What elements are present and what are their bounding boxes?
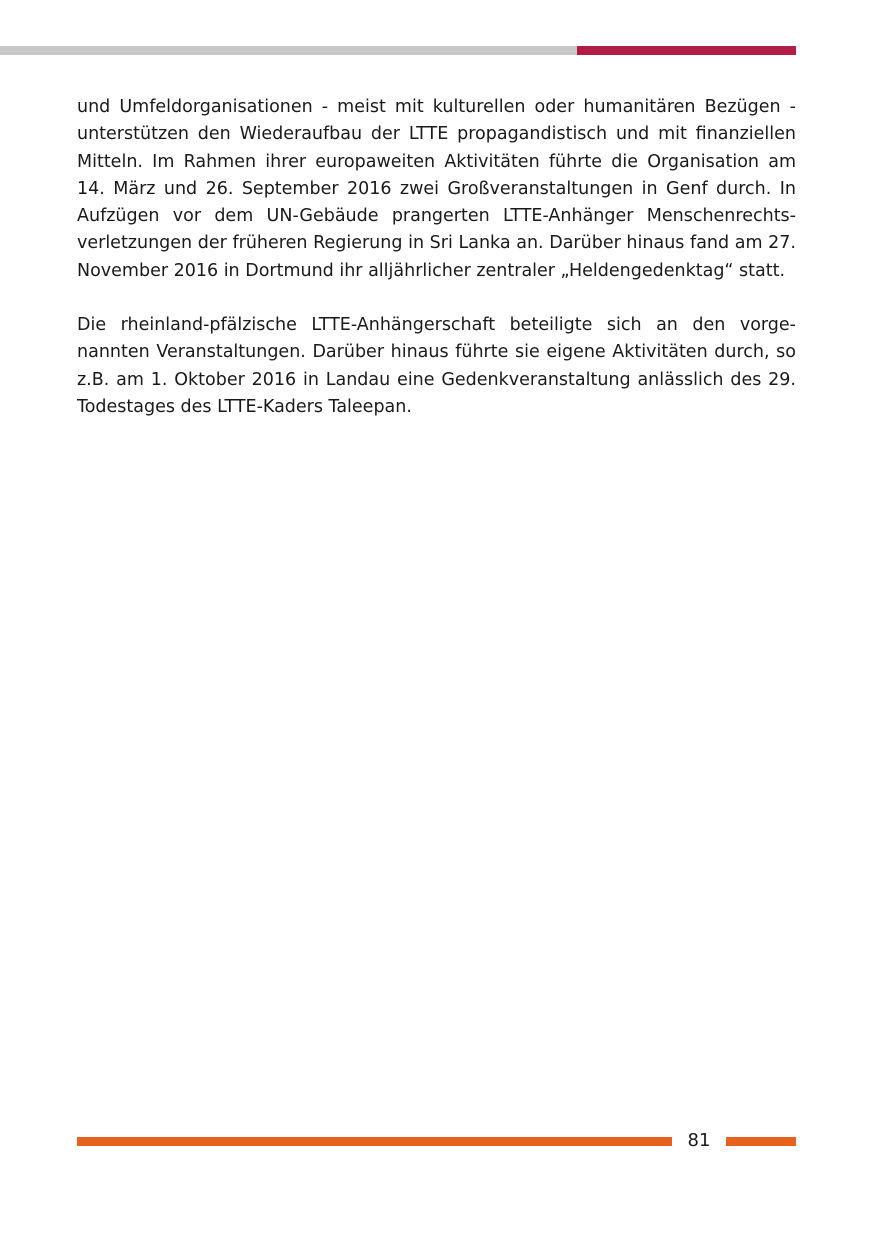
page-number: 81 [687, 1130, 711, 1151]
paragraph-1: und Umfeldorganisationen - meist mit kulturellen oder humanitären Bezügen - unterstützen den Wiederaufbau der LTTE propagandistisch und mit finanziellen Mitteln. Im Rahmen ihrer europaweiten Aktivitäten führte die Organisation am 14. März und 26. September 2016 zwei Großveranstaltungen in Genf durch. In Aufzügen vor dem UN-Gebäude prangerten LTTE-Anhänger Menschenrechtsverletzungen der früheren Regierung in Sri Lanka an. Darüber hinaus fand am 27. November 2016 in Dortmund ihr alljährlicher zentraler „Heldengedenktag“ statt. [77, 97, 796, 281]
footer-rule-right [726, 1137, 796, 1146]
body-text [77, 94, 796, 448]
header-rule-gray [0, 46, 577, 55]
paragraph-2: Die rheinland-pfälzische LTTE-Anhängerschaft beteiligte sich an den vorgenannten Veranstaltungen. Darüber hinaus führte sie eigene Aktivitäten durch, so z.B. am 1. Oktober 2016 in Landau eine Gedenkveranstaltung anlässlich des 29. Todestages des LTTE-Kaders Taleepan. [77, 315, 796, 417]
header-rule-accent [577, 46, 796, 55]
footer-rule-left [77, 1137, 672, 1146]
